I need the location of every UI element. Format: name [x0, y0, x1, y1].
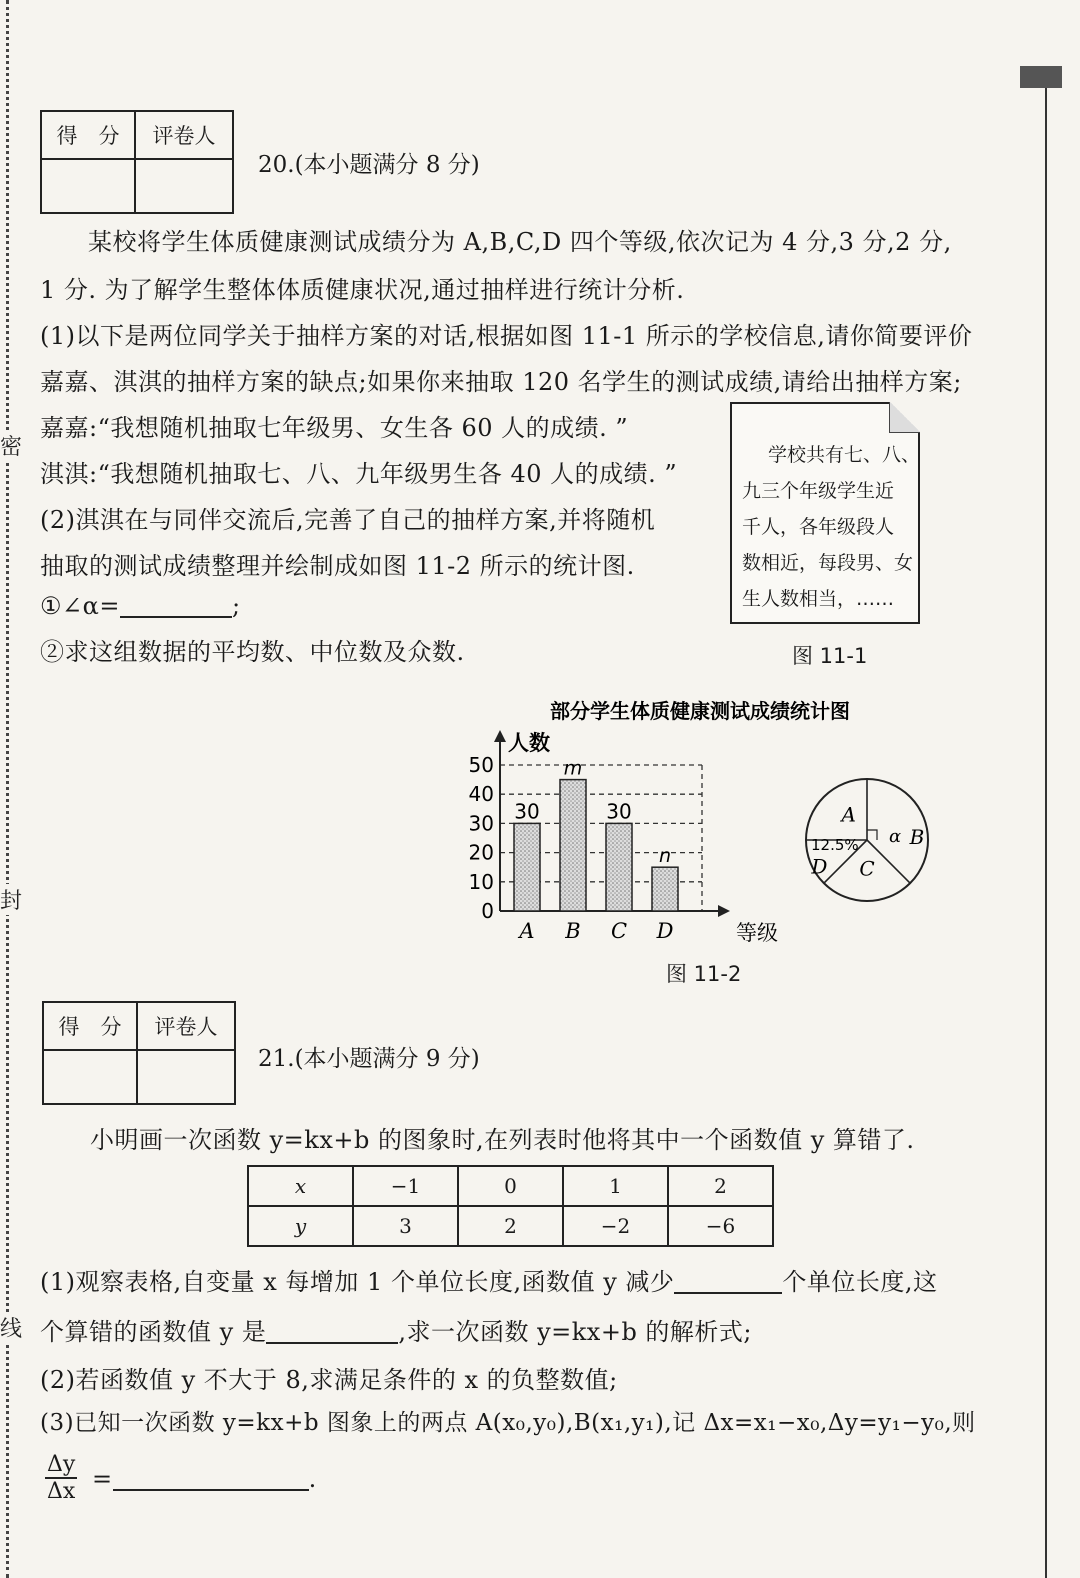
y-value: 3 [353, 1206, 458, 1246]
x-axis-label: 等级 [736, 921, 778, 945]
decrease-answer-blank[interactable] [674, 1268, 782, 1294]
delta-fraction [45, 1452, 77, 1504]
right-angle-mark [867, 830, 877, 840]
q20-part1-line2: 嘉嘉、淇淇的抽样方案的缺点;如果你来抽取 120 名学生的测试成绩,请给出抽样方案; [40, 368, 962, 396]
delta-ratio-answer-blank[interactable] [113, 1465, 309, 1491]
fraction-equals: = [92, 1465, 113, 1493]
q21-p1b-text: 个算错的函数值 y 是 [40, 1318, 267, 1346]
q21-part1-line1 [40, 1262, 938, 1297]
margin-char-mi: 密 [0, 430, 22, 461]
alpha-label: α [889, 826, 902, 847]
y-axis-label: 人数 [508, 731, 550, 755]
y-tick-label: 40 [468, 782, 494, 807]
grader-cell[interactable] [137, 1050, 235, 1104]
x-tick-label: A [519, 919, 535, 943]
y-tick-label: 30 [468, 811, 494, 836]
score-label: 得 分 [43, 1002, 137, 1050]
bar-data-label: 30 [606, 799, 632, 824]
bar-B [560, 780, 586, 911]
note-line-1: 学校共有七、八、 [768, 444, 921, 466]
figure-11-1-caption: 图 11-1 [792, 644, 868, 668]
right-border-line [1045, 88, 1047, 1578]
y-value: 2 [458, 1206, 563, 1246]
q20-intro-line2: 1 分. 为了解学生整体体质健康状况,通过抽样进行统计分析. [40, 276, 685, 304]
score-cell[interactable] [43, 1050, 137, 1104]
bar-data-label: n [658, 845, 672, 868]
q21-intro: 小明画一次函数 y=kx+b 的图象时,在列表时他将其中一个函数值 y 算错了. [90, 1126, 915, 1154]
score-statistics-figure [440, 690, 960, 990]
alpha-answer-blank[interactable] [120, 592, 232, 618]
x-value: 2 [668, 1166, 773, 1206]
bar-chart [469, 730, 778, 945]
q20-intro-line1: 某校将学生体质健康测试成绩分为 A,B,C,D 四个等级,依次记为 4 分,3 分,2 分, [88, 228, 952, 256]
y-tick-label: 50 [468, 753, 494, 777]
bar-A [514, 823, 540, 911]
y-tick-label: 10 [468, 869, 494, 894]
score-table-q20 [40, 110, 234, 214]
note-line-3: 千人，各年级段人 [742, 516, 895, 538]
grader-label: 评卷人 [135, 111, 233, 159]
fraction-end: . [308, 1465, 317, 1493]
margin-char-feng: 封 [0, 884, 22, 915]
pie-chart [806, 779, 928, 901]
pie-label-D: D [811, 854, 828, 879]
pie-label-A: A [841, 802, 856, 827]
q20-title: 20.(本小题满分 8 分) [258, 152, 480, 178]
q20-part1-line1: (1)以下是两位同学关于抽样方案的对话,根据如图 11-1 所示的学校信息,请你简要评价 [40, 322, 973, 350]
q21-part3: (3)已知一次函数 y=kx+b 图象上的两点 A(x₀,y₀),B(x₁,y₁),记 Δx=x₁−x₀,Δy=y₁−y₀,则 [40, 1410, 976, 1436]
y-tick-label: 0 [481, 899, 494, 923]
q20-sub1-label: ①∠α= [40, 592, 120, 620]
bar-D [652, 867, 678, 911]
school-info-note [730, 402, 920, 624]
q20-part2-line2: 抽取的测试成绩整理并绘制成如图 11-2 所示的统计图. [40, 552, 635, 580]
y-value: −6 [668, 1206, 773, 1246]
q21-p1a-end: 个单位长度,这 [782, 1268, 938, 1296]
note-folded-corner [889, 402, 920, 433]
y-tick-label: 20 [468, 840, 494, 865]
page-tab-marker [1020, 66, 1062, 88]
y-value: −2 [563, 1206, 668, 1246]
bar-C [606, 823, 632, 911]
y-axis-arrow [494, 730, 506, 742]
q20-sub1-end: ; [231, 592, 241, 620]
x-tick-label: B [565, 919, 581, 943]
q21-p1a-text: (1)观察表格,自变量 x 每增加 1 个单位长度,函数值 y 减少 [40, 1268, 675, 1296]
score-label: 得 分 [41, 111, 135, 159]
bar-data-label: m [563, 757, 583, 780]
q21-part2: (2)若函数值 y 不大于 8,求满足条件的 x 的负整数值; [40, 1366, 618, 1394]
pie-d-percent: 12.5% [811, 836, 859, 854]
note-line-4: 数相近，每段男、女 [742, 552, 914, 574]
q20-jiajia-quote: 嘉嘉:“我想随机抽取七年级男、女生各 60 人的成绩. ” [40, 414, 629, 442]
q21-title: 21.(本小题满分 9 分) [258, 1046, 480, 1072]
x-header: x [248, 1166, 353, 1206]
q20-part2-line1: (2)淇淇在与同伴交流后,完善了自己的抽样方案,并将随机 [40, 506, 656, 534]
y-header: y [248, 1206, 353, 1246]
xy-value-table [247, 1165, 774, 1247]
note-line-5: 生人数相当，…… [742, 588, 895, 610]
pie-label-C: C [859, 856, 875, 881]
q21-p1b-end: ,求一次函数 y=kx+b 的解析式; [398, 1318, 753, 1346]
x-value: 0 [458, 1166, 563, 1206]
x-tick-label: C [610, 919, 628, 943]
q21-part3-answer [92, 1465, 317, 1493]
q21-part1-line2 [40, 1312, 752, 1347]
x-axis-arrow [718, 905, 730, 917]
margin-char-xian: 线 [0, 1312, 22, 1343]
x-value: 1 [563, 1166, 668, 1206]
q20-sub1 [40, 592, 241, 620]
x-tick-label: D [656, 919, 674, 943]
x-value: −1 [353, 1166, 458, 1206]
score-cell[interactable] [41, 159, 135, 213]
pie-label-B: B [909, 825, 925, 849]
wrong-value-answer-blank[interactable] [266, 1318, 398, 1344]
figure-11-2-caption: 图 11-2 [666, 962, 742, 986]
grader-cell[interactable] [135, 159, 233, 213]
grader-label: 评卷人 [137, 1002, 235, 1050]
bar-data-label: 30 [514, 799, 540, 824]
q20-sub2: ②求这组数据的平均数、中位数及众数. [40, 638, 465, 666]
chart-title: 部分学生体质健康测试成绩统计图 [550, 699, 850, 723]
note-line-2: 九三个年级学生近 [742, 480, 895, 502]
fraction-denominator: Δx [47, 1479, 76, 1504]
q20-qiqi-quote: 淇淇:“我想随机抽取七、八、九年级男生各 40 人的成绩. ” [40, 460, 678, 488]
fraction-numerator: Δy [47, 1452, 76, 1477]
score-table-q21 [42, 1001, 236, 1105]
